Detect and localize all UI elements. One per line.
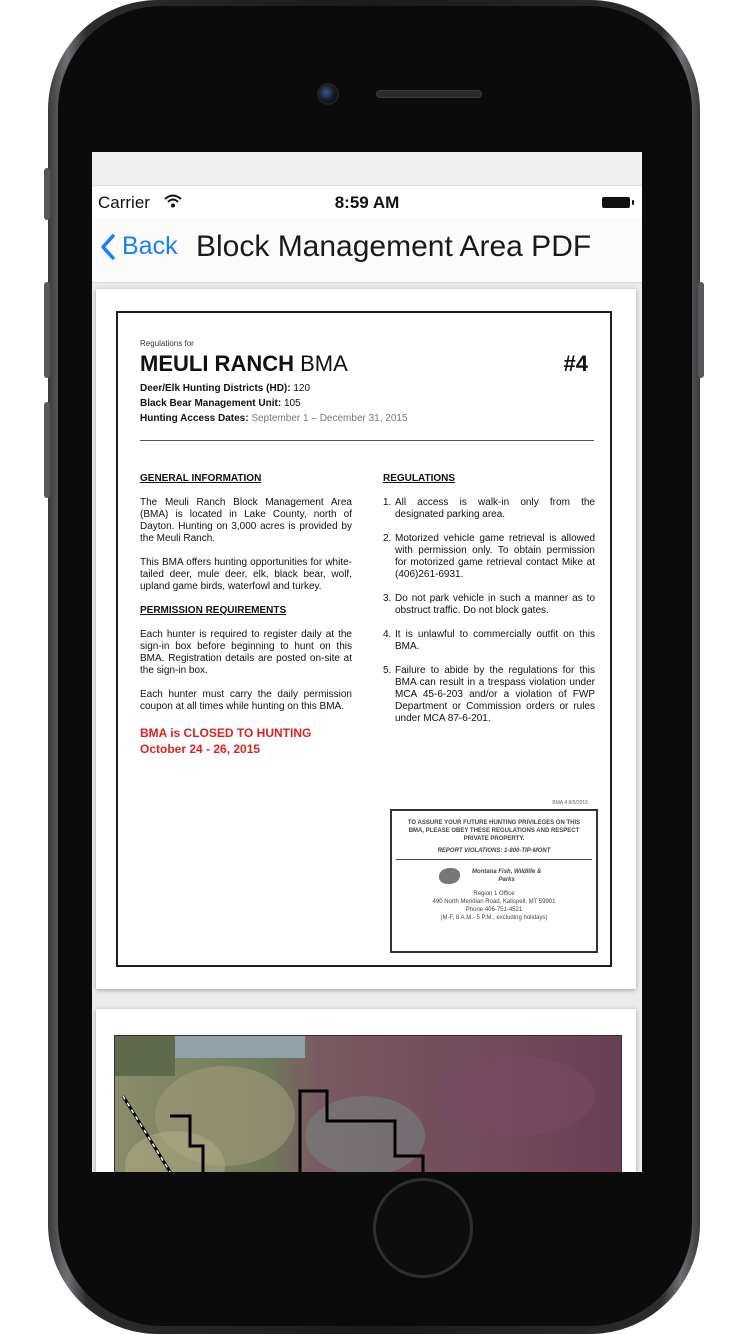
chevron-left-icon [100,233,116,261]
region-office: Region 1 Office [473,891,515,897]
permission-paragraph-2: Each hunter must carry the daily permission coupon at all times while hunting on this BMA. [140,689,352,712]
status-time: 8:59 AM [334,193,400,212]
regulations-for-label: Regulations for [140,339,194,348]
regulation-item [383,497,595,521]
status-bar [92,186,642,218]
mute-switch [44,168,50,220]
closure-line-1: BMA is CLOSED TO HUNTING [140,726,312,740]
hd-label: Deer/Elk Hunting Districts (HD): [140,383,291,394]
permission-heading: PERMISSION REQUIREMENTS [140,605,287,616]
regulation-number: 3. [383,593,392,604]
fwp-logo-icon [439,868,460,884]
regulation-text: Failure to abide by the regulations for this BMA can result in a trespass violation under MCA 45-6-203 and/or a violation of FWP Department or Commission orders or rules under MCA 87-6-201. [395,665,595,724]
regulations-list [383,497,595,725]
regulation-number: 2. [383,533,392,544]
general-info-heading: GENERAL INFORMATION [140,473,262,484]
dates-label: Hunting Access Dates: [140,413,249,424]
footer-doc-id: BMA 4 8/5/2015 [552,800,588,806]
volume-down-button [44,402,50,498]
regulation-number: 5. [383,665,392,676]
top-strip [92,152,642,186]
regulation-item [383,593,595,617]
closure-line-2: October 24 - 26, 2015 [140,742,261,756]
back-button-label: Back [122,232,178,260]
bear-label: Black Bear Management Unit: [140,398,282,409]
bma-number: #4 [563,351,588,376]
general-info-paragraph-2: This BMA offers hunting opportunities for white-tailed deer, mule deer, elk, black bear, wolf, upland game birds, waterfowl and turkey. [140,557,352,592]
right-column [383,473,595,737]
regulation-number: 1. [383,497,392,508]
office-address: 490 North Meridian Road, Kalispell, MT 59901 [432,899,556,905]
hunting-districts [140,383,310,394]
general-info-paragraph-1: The Meuli Ranch Block Management Area (BMA) is located in Lake County, north of Dayton. Hunting on 3,000 acres is provided by the Meuli Ranch. [140,497,352,544]
footer-divider [396,859,592,860]
regulation-text: Motorized vehicle game retrieval is allowed with permission only. To obtain permission for motorized game retrieval contact Mike at (406)261-6931. [395,533,595,580]
back-button[interactable] [100,232,178,261]
bear-value: 105 [283,398,301,409]
ranch-suffix: BMA [300,351,348,376]
pdf-viewer[interactable] [92,283,642,1172]
access-dates [140,413,408,424]
regulation-item [383,665,595,725]
navigation-bar [92,218,642,283]
left-column [140,473,352,757]
office-phone: Phone 406-751-4521 [465,907,523,913]
divider [140,440,594,441]
carrier-label: Carrier [98,193,150,212]
pdf-page-2 [96,1009,636,1172]
fwp-logo [439,866,549,886]
document-frame [116,311,612,967]
regulation-item [383,533,595,581]
power-button [698,282,704,378]
permission-paragraph-1: Each hunter is required to register daily at the sign-in box before beginning to hunt on this BMA. Registration details are posted on-site at the sign-in box. [140,629,352,676]
home-button[interactable] [373,1178,473,1278]
bear-unit [140,398,301,409]
ranch-title [140,351,348,377]
battery-icon [602,197,630,208]
earpiece-speaker [376,90,482,98]
regulation-text: All access is walk-in only from the designated parking area. [395,497,595,520]
dates-value: September 1 – December 31, 2015 [251,413,408,424]
app-screen [92,152,642,1172]
footer-notice-box [390,800,598,953]
volume-up-button [44,282,50,378]
regulation-number: 4. [383,629,392,640]
office-hours: (M-F, 8 A.M.- 5 P.M., excluding holidays) [440,915,548,921]
closure-notice [140,725,352,757]
hd-value: 120 [293,383,311,394]
ranch-name: MEULI RANCH [140,351,294,376]
footer-notice: TO ASSURE YOUR FUTURE HUNTING PRIVILEGES ON THIS BMA, PLEASE OBEY THESE REGULATIONS AND RESPECT PRIVATE PROPERTY. [407,820,581,842]
fwp-logo-text: Montana Fish, Wildlife & Parks [472,869,542,883]
aerial-map-image [114,1035,622,1172]
page-title: Block Management Area PDF [196,230,592,263]
regulation-text: It is unlawful to commercially outfit on this BMA. [395,629,595,652]
regulation-item [383,629,595,653]
pdf-page-1 [96,289,636,989]
map-graphic [115,1036,621,1172]
regulation-text: Do not park vehicle in such a manner as to obstruct traffic. Do not block gates. [395,593,595,616]
front-camera [317,83,339,105]
report-violations: REPORT VIOLATIONS: 1-800-TIP-MONT [437,848,551,854]
regulations-heading: REGULATIONS [383,473,456,484]
